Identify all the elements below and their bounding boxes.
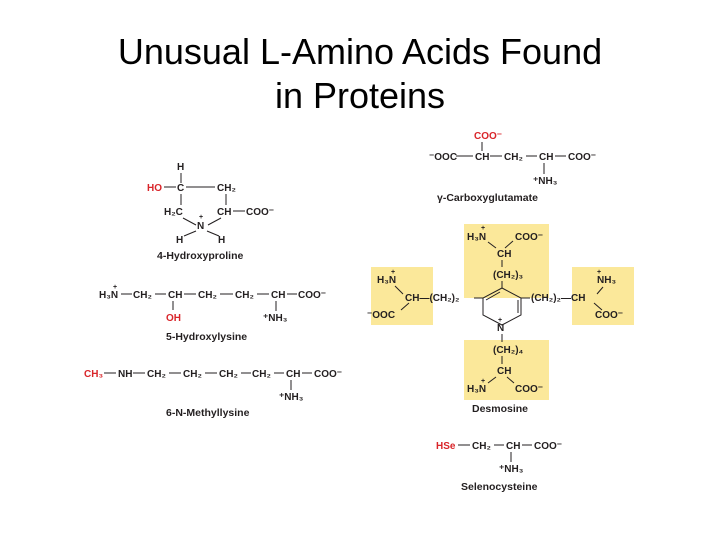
hyp-coo: COO⁻: [246, 207, 275, 218]
hyp-h-left: H: [176, 235, 184, 246]
mly-ch2-c: CH₂: [219, 369, 238, 380]
hyp-c4: C: [177, 183, 185, 194]
mly-coo: COO⁻: [314, 369, 343, 380]
des-ring-n: N: [497, 323, 505, 334]
des-bottom-ch: CH: [497, 366, 512, 377]
hyl-oh: OH: [166, 313, 181, 324]
mly-ch2-b: CH₂: [183, 369, 202, 380]
hyl-ch2-a: CH₂: [133, 290, 152, 301]
des-top-n-plus: +: [481, 225, 486, 232]
des-bottom-coo: COO⁻: [515, 384, 544, 395]
des-top-h3n: H₃N: [467, 232, 487, 243]
sec-coo: COO⁻: [534, 441, 563, 452]
hyl-n-plus: +: [113, 284, 118, 291]
sec-ch: CH: [506, 441, 521, 452]
mly-nh: NH: [118, 369, 133, 380]
hyp-h2c: H₂C: [164, 207, 183, 218]
gla-nh3: ⁺NH₃: [533, 176, 558, 187]
hyp-h-right: H: [218, 235, 226, 246]
des-left-chain: CH—(CH₂)₂: [405, 293, 460, 304]
carboxyglutamate-structure: [429, 131, 596, 204]
title-line-1: Unusual L-Amino Acids Found: [117, 31, 603, 72]
hyp-ch: CH: [217, 207, 232, 218]
gla-ooc: ⁻OOC: [429, 152, 458, 163]
hyp-ho: HO: [147, 183, 162, 194]
hyl-h3n: H₃N: [99, 290, 119, 301]
des-left-ooc: ⁻OOC: [367, 310, 396, 321]
hyp-ch2: CH₂: [217, 183, 236, 194]
des-bottom-h3n: H₃N: [467, 384, 487, 395]
des-right-n-plus: +: [597, 269, 602, 276]
hyl-nh3: ⁺NH₃: [263, 313, 288, 324]
des-bottom-ch2-4: (CH₂)₄: [493, 345, 524, 356]
gla-coo-top: COO⁻: [474, 131, 503, 142]
hyl-ch-alpha: CH: [271, 290, 286, 301]
hyl-ch-oh: CH: [168, 290, 183, 301]
des-left-n-plus: +: [391, 269, 396, 276]
caption-selenocysteine: Selenocysteine: [461, 481, 538, 493]
mly-ch3: CH₃: [84, 369, 104, 380]
gla-ch2: CH₂: [504, 152, 523, 163]
selenocysteine-structure: [436, 441, 562, 493]
des-left-h3n: H₃N: [377, 275, 397, 286]
des-ring-n-plus: +: [498, 317, 503, 324]
title-line-2: in Proteins: [274, 75, 446, 116]
hyl-ch2-b: CH₂: [198, 290, 217, 301]
des-top-ch2-3: (CH₂)₃: [493, 270, 524, 281]
hyp-h-top: H: [177, 162, 185, 173]
des-top-ch: CH: [497, 249, 512, 260]
des-bottom-n-plus: +: [481, 378, 486, 385]
caption-carboxyglutamate: γ-Carboxyglutamate: [437, 192, 538, 204]
gla-ch-alpha: CH: [539, 152, 554, 163]
des-right-chain: (CH₂)₂—CH: [531, 293, 586, 304]
hydroxylysine-structure: [99, 284, 326, 343]
caption-hydroxylysine: 5-Hydroxylysine: [166, 331, 248, 343]
hyl-ch2-c: CH₂: [235, 290, 254, 301]
caption-desmosine: Desmosine: [472, 403, 529, 415]
hyp-n: N: [197, 221, 205, 232]
mly-ch-alpha: CH: [286, 369, 301, 380]
mly-ch2-a: CH₂: [147, 369, 166, 380]
gla-ch-gamma: CH: [475, 152, 490, 163]
mly-ch2-d: CH₂: [252, 369, 271, 380]
sec-hse: HSe: [436, 441, 456, 452]
desmosine-structure: [367, 224, 634, 415]
methyllysine-structure: [84, 369, 342, 419]
gla-coo: COO⁻: [568, 152, 597, 163]
mly-nh3: ⁺NH₃: [279, 392, 304, 403]
hydroxyproline-structure: [147, 162, 274, 262]
sec-nh3: ⁺NH₃: [499, 464, 524, 475]
caption-hydroxyproline: 4-Hydroxyproline: [157, 250, 244, 262]
des-top-coo: COO⁻: [515, 232, 544, 243]
sec-ch2: CH₂: [472, 441, 491, 452]
caption-methyllysine: 6-N-Methyllysine: [166, 407, 250, 419]
hyl-coo: COO⁻: [298, 290, 327, 301]
hyp-n-plus: +: [199, 214, 204, 221]
des-right-nh3: NH₃: [597, 275, 617, 286]
des-right-coo: COO⁻: [595, 310, 624, 321]
